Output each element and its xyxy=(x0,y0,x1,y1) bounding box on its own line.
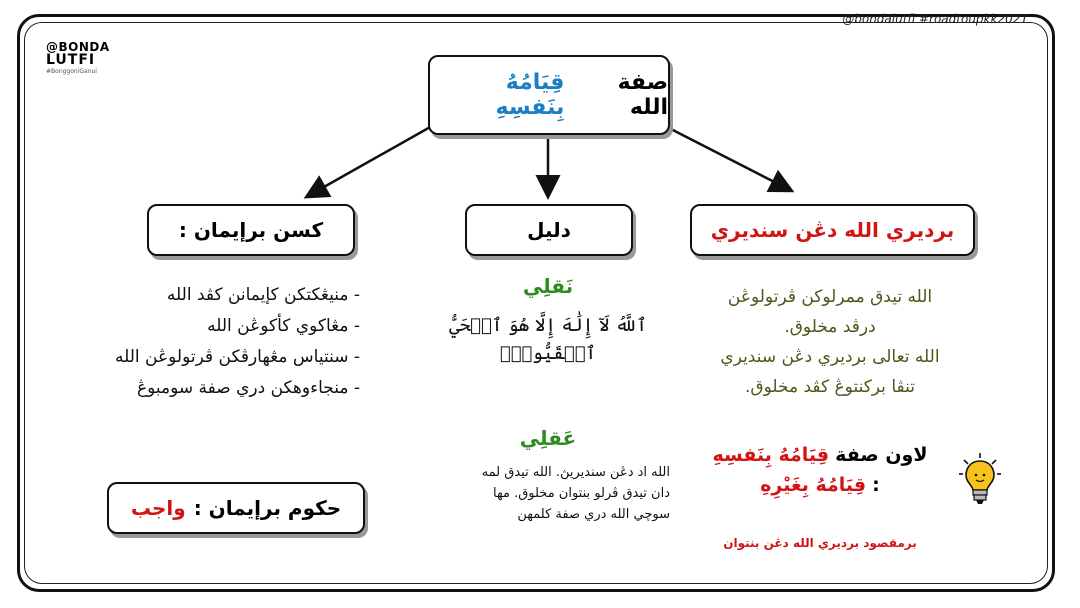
opposite-colon: : xyxy=(872,474,880,496)
right-line: الله تعالى برديري دڠن سنديري xyxy=(720,347,940,367)
verse-line2: ٱلۡقَيُّومُۚ xyxy=(499,343,597,364)
right-line: تنڤا بركنتوڠ كڤد مخلوق. xyxy=(745,377,915,397)
ruling-label: حكوم برإيمان : xyxy=(193,496,342,520)
lightbulb-icon xyxy=(958,452,1002,510)
title-term: قِيَامُهُ بِنَفسِهِ xyxy=(495,70,565,120)
opposite-term1: قِيَامُهُ بِنَفسِهِ xyxy=(712,444,830,466)
opposite-term2: قِيَامُهُ بِغَيْرِهِ xyxy=(760,474,867,496)
list-item: - منجاءوهكن دري صفة سومبوڠ xyxy=(136,378,360,398)
logo-line1: @BONDA xyxy=(46,40,110,54)
opposite-block xyxy=(690,440,950,500)
opposite-prefix: لاون صفة xyxy=(835,444,928,466)
naqli-verse xyxy=(430,312,666,368)
left-heading-box xyxy=(147,204,355,256)
right-line: الله تيدق ممرلوكن ڤرتولوڠن xyxy=(727,287,933,307)
left-heading: كسن برإيمان : xyxy=(178,218,324,242)
arrow-right-icon xyxy=(665,126,790,190)
logo-line2: LUTFI xyxy=(46,52,96,68)
ruling-value: واجب xyxy=(130,496,186,520)
right-heading-box xyxy=(690,204,975,256)
left-list xyxy=(60,280,360,404)
middle-heading: دليل xyxy=(527,218,571,242)
ruling-box xyxy=(107,482,365,534)
right-description xyxy=(680,282,980,402)
aqli-line: الله اد دڠن سنديريڽ. الله تيدق لمه xyxy=(481,465,670,480)
aqli-line: سوچي الله دري صفة كلمهن xyxy=(517,507,670,522)
naqli-label: نَقلِي xyxy=(522,274,574,298)
aqli-label: عَقلِي xyxy=(519,426,577,450)
aqli-text xyxy=(440,462,670,525)
list-item: - منيڠكتكن كإيمانن كڤد الله xyxy=(166,285,360,305)
middle-heading-box xyxy=(465,204,633,256)
author-handle: @bondalutfi #roadtoupkk2021 xyxy=(842,12,1028,26)
verse-line1: ٱللَّهُ لَآ إِلَٰهَ إِلَّا هُوَ ٱلۡحَيُّ xyxy=(449,315,647,336)
list-item: - مڠاكوي كأكوڠن الله xyxy=(207,316,360,336)
right-line: درڤد مخلوق. xyxy=(784,317,876,337)
title-prefix: صفة الله xyxy=(617,70,668,120)
arrow-left-icon xyxy=(308,126,432,196)
right-heading: برديري الله دڠن سنديري xyxy=(710,218,955,242)
logo-tag: #BonggoniGanui xyxy=(46,68,97,75)
title-box xyxy=(428,55,670,135)
aqli-line: دان تيدق ڤرلو بنتوان مخلوق. مها xyxy=(493,486,670,501)
opposite-desc: برمقصود برديري الله دڠن بنتوان xyxy=(723,536,917,550)
list-item: - سنتياس مڠهارڤكن ڤرتولوڠن الله xyxy=(114,347,360,367)
